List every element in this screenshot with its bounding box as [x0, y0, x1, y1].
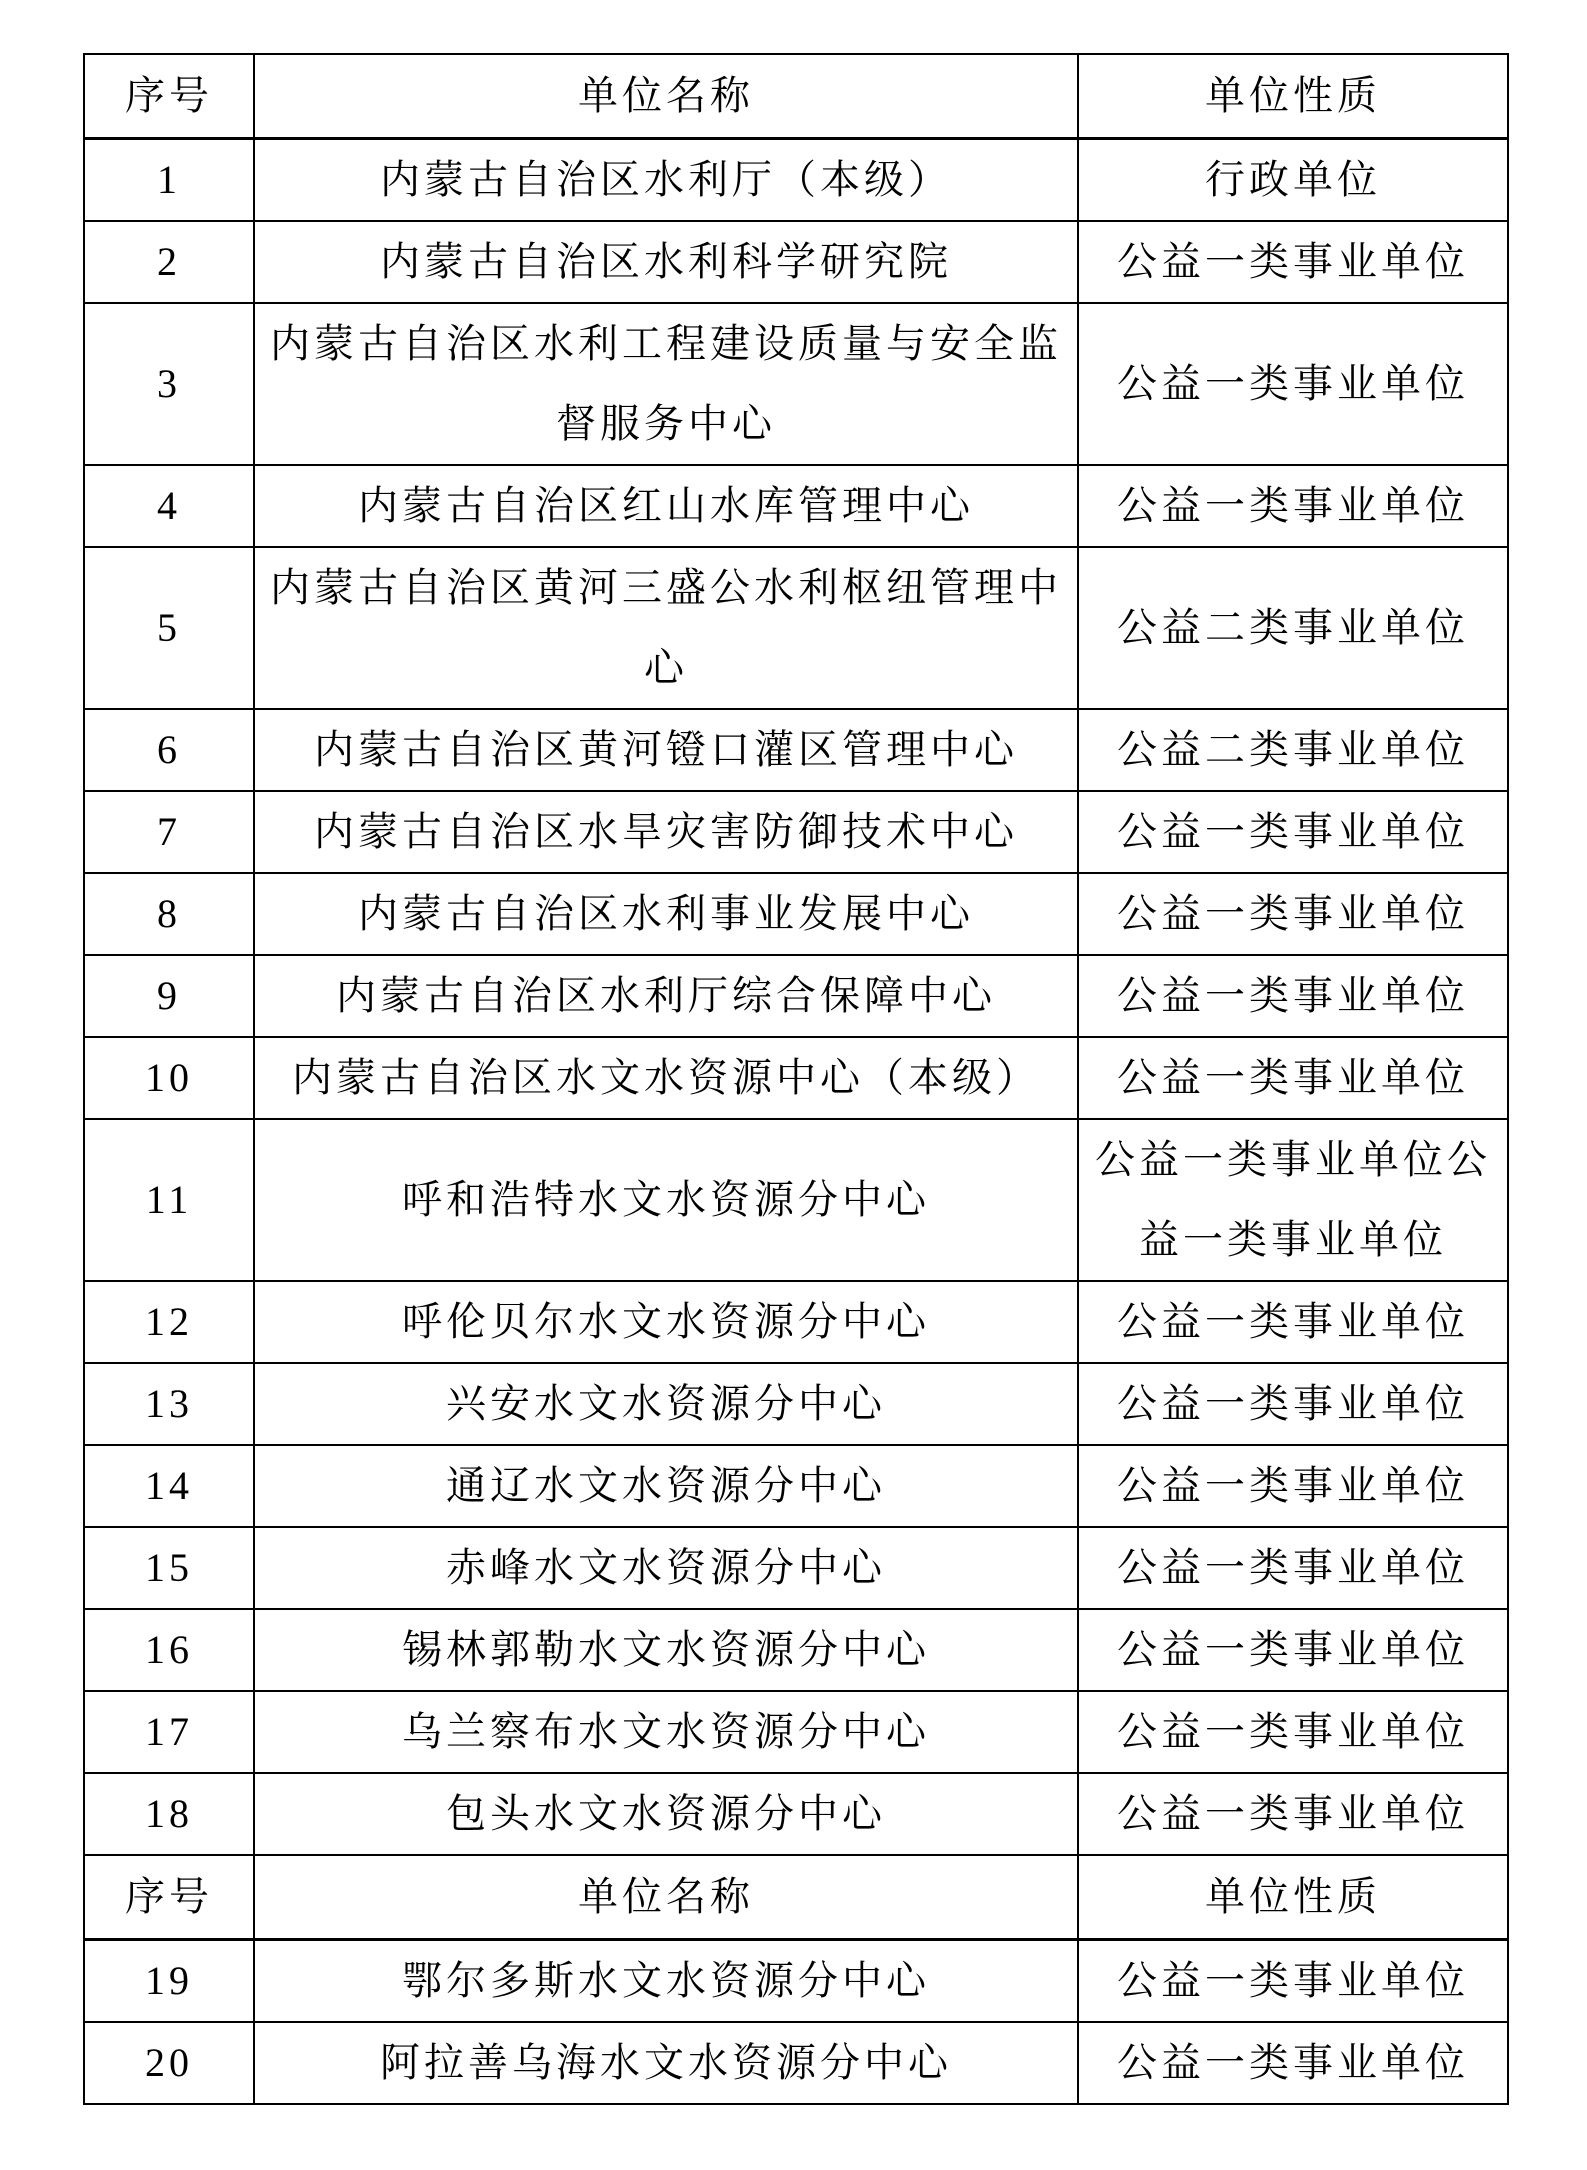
- table-row: [84, 1037, 1508, 1119]
- table-row: [84, 1363, 1508, 1445]
- cell-serial: 4: [84, 465, 254, 547]
- cell-serial: 11: [84, 1119, 254, 1281]
- cell-unit-name: 阿拉善乌海水文水资源分中心: [254, 2022, 1078, 2104]
- cell-unit-type: 公益一类事业单位: [1078, 1940, 1508, 2023]
- cell-serial: 14: [84, 1445, 254, 1527]
- cell-serial: 3: [84, 303, 254, 465]
- cell-serial: 2: [84, 221, 254, 303]
- cell-serial: 7: [84, 791, 254, 873]
- cell-unit-type: 公益一类事业单位: [1078, 1773, 1508, 1855]
- cell-unit-type: 公益一类事业单位: [1078, 221, 1508, 303]
- column-header-unit-type: 单位性质: [1078, 54, 1508, 139]
- cell-unit-type: 公益一类事业单位: [1078, 1037, 1508, 1119]
- cell-serial: 15: [84, 1527, 254, 1609]
- cell-unit-type: 公益一类事业单位: [1078, 1609, 1508, 1691]
- header-row: [84, 54, 1508, 139]
- cell-unit-name: 内蒙古自治区黄河三盛公水利枢纽管理中心: [254, 547, 1078, 709]
- cell-unit-name: 赤峰水文水资源分中心: [254, 1527, 1078, 1609]
- cell-unit-name: 内蒙古自治区水利科学研究院: [254, 221, 1078, 303]
- cell-unit-name: 锡林郭勒水文水资源分中心: [254, 1609, 1078, 1691]
- table-row: [84, 709, 1508, 791]
- cell-unit-name: 内蒙古自治区水利事业发展中心: [254, 873, 1078, 955]
- table-row: [84, 547, 1508, 709]
- cell-unit-name: 通辽水文水资源分中心: [254, 1445, 1078, 1527]
- cell-unit-name: 乌兰察布水文水资源分中心: [254, 1691, 1078, 1773]
- cell-unit-type: 公益一类事业单位: [1078, 303, 1508, 465]
- units-table: [83, 53, 1509, 2105]
- column-header-unit-name: 单位名称: [254, 54, 1078, 139]
- column-header-serial: 序号: [84, 54, 254, 139]
- table-row: [84, 303, 1508, 465]
- cell-unit-name: 兴安水文水资源分中心: [254, 1363, 1078, 1445]
- cell-unit-type: 公益一类事业单位公益一类事业单位: [1078, 1119, 1508, 1281]
- table-row: [84, 1281, 1508, 1363]
- cell-unit-name: 内蒙古自治区水文水资源中心（本级）: [254, 1037, 1078, 1119]
- table-row: [84, 139, 1508, 222]
- table-row: [84, 1691, 1508, 1773]
- cell-serial: 12: [84, 1281, 254, 1363]
- table-row: [84, 873, 1508, 955]
- cell-unit-type: 行政单位: [1078, 139, 1508, 222]
- units-table-body: [84, 54, 1508, 2104]
- cell-serial: 6: [84, 709, 254, 791]
- column-header-unit-name: 单位名称: [254, 1855, 1078, 1940]
- cell-unit-type: 公益一类事业单位: [1078, 2022, 1508, 2104]
- cell-serial: 13: [84, 1363, 254, 1445]
- cell-serial: 17: [84, 1691, 254, 1773]
- cell-unit-type: 公益一类事业单位: [1078, 1527, 1508, 1609]
- table-row: [84, 1940, 1508, 2023]
- cell-unit-type: 公益二类事业单位: [1078, 709, 1508, 791]
- table-row: [84, 1119, 1508, 1281]
- cell-unit-type: 公益二类事业单位: [1078, 547, 1508, 709]
- cell-unit-type: 公益一类事业单位: [1078, 1363, 1508, 1445]
- cell-unit-name: 包头水文水资源分中心: [254, 1773, 1078, 1855]
- table-row: [84, 1609, 1508, 1691]
- cell-serial: 9: [84, 955, 254, 1037]
- cell-unit-type: 公益一类事业单位: [1078, 1445, 1508, 1527]
- table-row: [84, 1773, 1508, 1855]
- cell-unit-type: 公益一类事业单位: [1078, 1281, 1508, 1363]
- cell-unit-type: 公益一类事业单位: [1078, 465, 1508, 547]
- cell-unit-name: 呼伦贝尔水文水资源分中心: [254, 1281, 1078, 1363]
- cell-serial: 8: [84, 873, 254, 955]
- cell-unit-name: 呼和浩特水文水资源分中心: [254, 1119, 1078, 1281]
- cell-unit-name: 鄂尔多斯水文水资源分中心: [254, 1940, 1078, 2023]
- cell-serial: 18: [84, 1773, 254, 1855]
- cell-serial: 10: [84, 1037, 254, 1119]
- cell-unit-name: 内蒙古自治区水旱灾害防御技术中心: [254, 791, 1078, 873]
- table-row: [84, 1445, 1508, 1527]
- cell-serial: 20: [84, 2022, 254, 2104]
- table-row: [84, 955, 1508, 1037]
- cell-serial: 16: [84, 1609, 254, 1691]
- cell-serial: 5: [84, 547, 254, 709]
- table-row: [84, 791, 1508, 873]
- table-row: [84, 465, 1508, 547]
- cell-unit-type: 公益一类事业单位: [1078, 955, 1508, 1037]
- cell-serial: 19: [84, 1940, 254, 2023]
- table-row: [84, 2022, 1508, 2104]
- table-row: [84, 1527, 1508, 1609]
- cell-unit-type: 公益一类事业单位: [1078, 873, 1508, 955]
- cell-unit-name: 内蒙古自治区水利工程建设质量与安全监督服务中心: [254, 303, 1078, 465]
- cell-unit-name: 内蒙古自治区黄河镫口灌区管理中心: [254, 709, 1078, 791]
- cell-unit-name: 内蒙古自治区水利厅综合保障中心: [254, 955, 1078, 1037]
- cell-unit-type: 公益一类事业单位: [1078, 1691, 1508, 1773]
- table-row: [84, 221, 1508, 303]
- cell-unit-name: 内蒙古自治区水利厅（本级）: [254, 139, 1078, 222]
- column-header-serial: 序号: [84, 1855, 254, 1940]
- cell-serial: 1: [84, 139, 254, 222]
- column-header-unit-type: 单位性质: [1078, 1855, 1508, 1940]
- cell-unit-type: 公益一类事业单位: [1078, 791, 1508, 873]
- cell-unit-name: 内蒙古自治区红山水库管理中心: [254, 465, 1078, 547]
- header-row: [84, 1855, 1508, 1940]
